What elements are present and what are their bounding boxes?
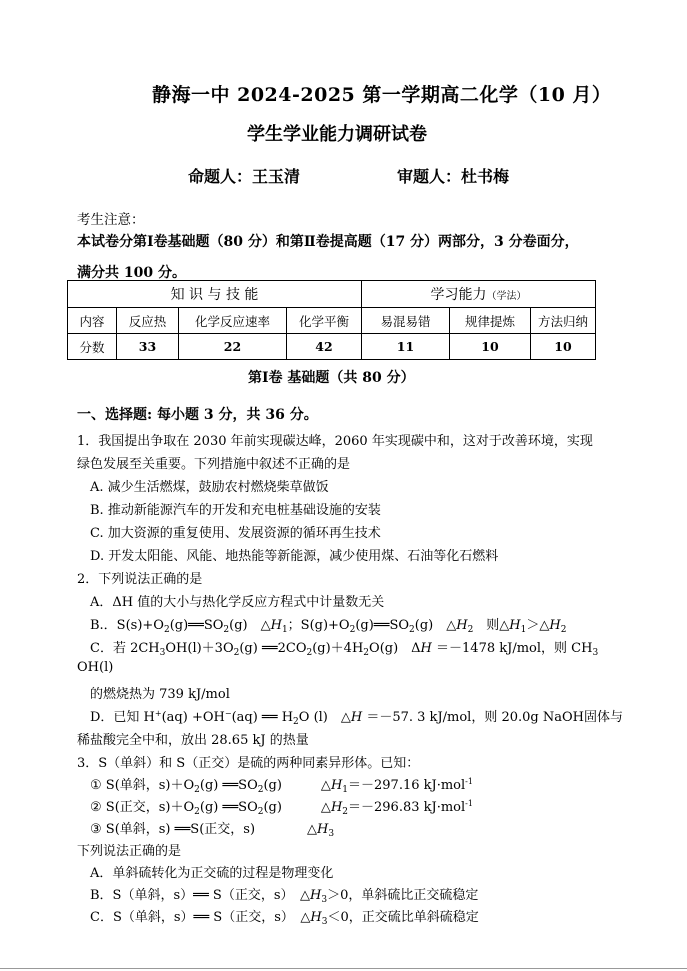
q3-option-c: C．S（单斜，s）══ S（正交，s） $\triangle H_3<0$，正交硫比单斜硫稳定 — [90, 910, 479, 927]
q3-option-b: B．S（单斜，s）══ S（正交，s） $\triangle H_3>0$，单斜硫比正交硫稳定 — [90, 888, 479, 905]
score-cell: 10 — [531, 334, 596, 360]
ability-group-header — [362, 281, 596, 308]
score-cell: 11 — [362, 334, 450, 360]
q3-equation-2: ② S(正交，$s)+O_2(g)$ $══SO_2(g)$ $\triangle H_2=-296.83$ kJ·mol$^{-1}$ — [90, 799, 473, 817]
content-row-header: 内容 — [68, 308, 117, 334]
knowledge-group-header: 知 识 与 技 能 — [68, 281, 362, 308]
column-header: 化学反应速率 — [179, 308, 287, 334]
notice-line-1: 本试卷分第Ⅰ卷基础题（80 分）和第Ⅱ卷提高题（17 分）两部分，3 分卷面分， — [77, 234, 579, 250]
section-1-title: 一、选择题: 每小题 3 分，共 36 分。 — [77, 407, 318, 423]
q2-stem: 2．下列说法正确的是 — [77, 572, 203, 587]
ability-group-note: （学法） — [486, 291, 527, 302]
ability-group-label: 学习能力 — [430, 287, 487, 303]
exam-subtitle: 学生学业能力调研试卷 — [247, 124, 427, 145]
page-bottom-divider — [0, 968, 687, 969]
q1-option-d: D. 开发太阳能、风能、地热能等新能源，减少使用煤、石油等化石燃料 — [90, 549, 499, 564]
score-cell: 33 — [117, 334, 179, 360]
q3-equation-3: ③ S(单斜，s) ══S(正交，s) $\triangle H_3$ — [90, 822, 335, 839]
q2-option-d: D．已知 H+(aq) +OH−(aq) ══ $H_2O$ (l) △H ＝－57. 3 kJ/mol，则 20.0g NaOH固体与 — [90, 709, 623, 727]
q1-stem-line-2: 绿色发展至关重要。下列措施中叙述不正确的是 — [77, 457, 351, 472]
q3-ask: 下列说法正确的是 — [77, 844, 182, 859]
q2-option-c-line-3: 的燃烧热为 739 kJ/mol — [90, 687, 230, 702]
score-cell: 10 — [450, 334, 531, 360]
notice-line-2: 满分共 100 分。 — [77, 265, 186, 281]
column-header: 易混易错 — [362, 308, 450, 334]
q2-option-a: A．ΔH 值的大小与热化学反应方程式中计量数无关 — [90, 595, 385, 610]
q1-option-a: A. 减少生活燃煤，鼓励农村燃烧柴草做饭 — [90, 480, 329, 495]
q1-option-c: C. 加大资源的重复使用、发展资源的循环再生技术 — [90, 526, 381, 541]
reviewer-label: 审题人：杜书梅 — [397, 167, 510, 186]
score-row-header: 分数 — [68, 334, 117, 360]
column-header: 规律提炼 — [450, 308, 531, 334]
q1-stem-line-1: 1．我国提出争取在 2030 年前实现碳达峰，2060 年实现碳中和，这对于改善环境，实现 — [77, 434, 593, 449]
score-cell: 22 — [179, 334, 287, 360]
q3-option-a: A．单斜硫转化为正交硫的过程是物理变化 — [90, 866, 334, 881]
q2-option-c: C．若 $2CH_3OH(l)+3O_2(g)$ $══2CO_2(g)+4H_2O(g)$ ΔH ＝－1478 kJ/mol，则 $CH_3$ — [90, 641, 599, 658]
author-label: 命题人：王玉清 — [188, 167, 301, 186]
exam-title: 静海一中 2024-2025 第一学期高二化学（10 月） — [152, 84, 612, 106]
q2-option-b: B.．$S(s)+O_2(g)══SO_2(g)$ $\triangle H_1$；$S(g)+O_2(g)══SO_2(g)$ $\triangle H_2$ 则$\triangle H_1>\triangle H_2$ — [90, 618, 567, 635]
q2-option-d-line-2: 稀盐酸完全中和，放出 28.65 kJ 的热量 — [77, 733, 309, 748]
column-header: 方法归纳 — [531, 308, 596, 334]
score-table — [67, 280, 596, 360]
column-header: 化学平衡 — [287, 308, 362, 334]
q3-equation-1: ① S(单斜，$s)+O_2(g)$ $══SO_2(g)$ $\triangle H_1=-297.16$ kJ·mol$^{-1}$ — [90, 777, 473, 795]
notice-heading: 考生注意： — [77, 212, 145, 228]
column-header: 反应热 — [117, 308, 179, 334]
q1-option-b: B. 推动新能源汽车的开发和充电桩基础设施的安装 — [90, 503, 381, 518]
q2-option-c-line-2: OH(l) — [77, 660, 114, 675]
q3-stem: 3．S（单斜）和 S（正交）是硫的两种同素异形体。已知： — [77, 756, 420, 771]
score-cell: 42 — [287, 334, 362, 360]
part-1-title: 第Ⅰ卷 基础题（共 80 分） — [248, 370, 415, 386]
